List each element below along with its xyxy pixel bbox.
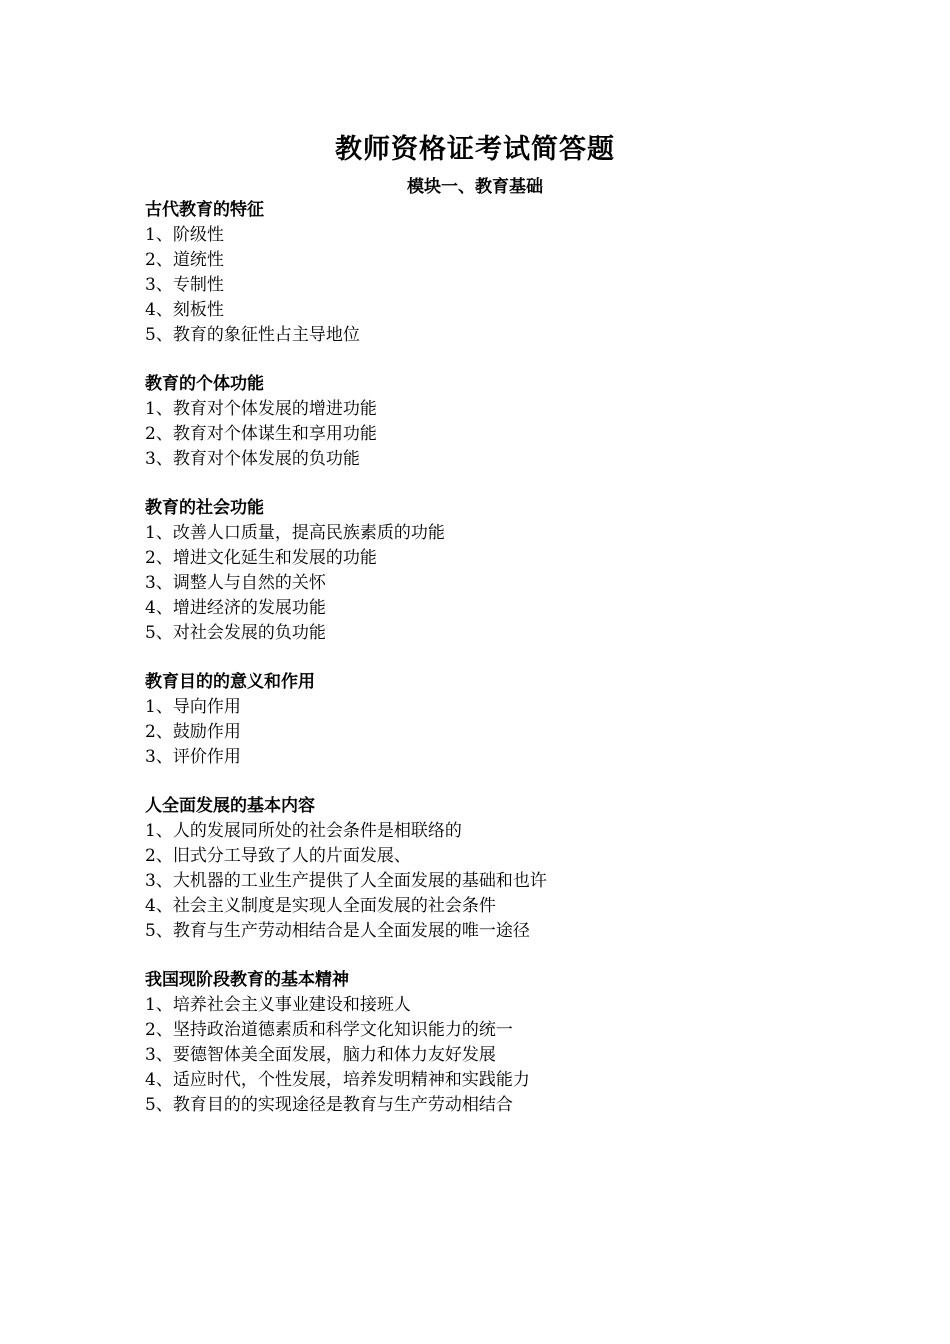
list-item: 3、教育对个体发展的负功能 bbox=[145, 449, 360, 469]
list-item: 5、教育的象征性占主导地位 bbox=[145, 325, 360, 345]
list-item: 4、适应时代，个性发展，培养发明精神和实践能力 bbox=[145, 1070, 530, 1090]
list-item: 5、教育与生产劳动相结合是人全面发展的唯一途径 bbox=[145, 921, 530, 941]
section-block bbox=[145, 198, 845, 348]
list-item: 4、社会主义制度是实现人全面发展的社会条件 bbox=[145, 896, 496, 916]
section-spacer bbox=[145, 348, 845, 372]
list-item: 2、道统性 bbox=[145, 250, 224, 270]
list-item: 3、专制性 bbox=[145, 275, 224, 295]
section-heading: 教育的社会功能 bbox=[145, 498, 264, 518]
document-content bbox=[145, 198, 845, 1118]
section-block bbox=[145, 968, 845, 1118]
list-item: 4、刻板性 bbox=[145, 300, 224, 320]
section-block bbox=[145, 372, 845, 472]
section-spacer bbox=[145, 646, 845, 670]
list-item: 1、教育对个体发展的增进功能 bbox=[145, 399, 377, 419]
section-block bbox=[145, 496, 845, 646]
section-heading: 古代教育的特征 bbox=[145, 200, 264, 220]
section-heading: 人全面发展的基本内容 bbox=[145, 796, 315, 816]
list-item: 1、人的发展同所处的社会条件是相联络的 bbox=[145, 821, 462, 841]
module-subtitle: 模块一、教育基础 bbox=[407, 177, 543, 197]
list-item: 2、教育对个体谋生和享用功能 bbox=[145, 424, 377, 444]
list-item: 2、坚持政治道德素质和科学文化知识能力的统一 bbox=[145, 1020, 513, 1040]
section-block bbox=[145, 794, 845, 944]
list-item: 1、导向作用 bbox=[145, 697, 241, 717]
document-title: 教师资格证考试简答题 bbox=[335, 134, 615, 165]
list-item: 4、增进经济的发展功能 bbox=[145, 598, 326, 618]
list-item: 2、鼓励作用 bbox=[145, 722, 241, 742]
section-heading: 教育的个体功能 bbox=[145, 374, 264, 394]
list-item: 5、对社会发展的负功能 bbox=[145, 623, 326, 643]
list-item: 2、旧式分工导致了人的片面发展、 bbox=[145, 846, 411, 866]
section-spacer bbox=[145, 944, 845, 968]
section-spacer bbox=[145, 472, 845, 496]
section-heading: 我国现阶段教育的基本精神 bbox=[145, 970, 349, 990]
list-item: 2、增进文化延生和发展的功能 bbox=[145, 548, 377, 568]
section-spacer bbox=[145, 770, 845, 794]
list-item: 1、阶级性 bbox=[145, 225, 224, 245]
list-item: 1、培养社会主义事业建设和接班人 bbox=[145, 995, 411, 1015]
section-block bbox=[145, 670, 845, 770]
list-item: 3、评价作用 bbox=[145, 747, 241, 767]
list-item: 3、大机器的工业生产提供了人全面发展的基础和也许 bbox=[145, 871, 547, 891]
list-item: 3、调整人与自然的关怀 bbox=[145, 573, 326, 593]
list-item: 5、教育目的的实现途径是教育与生产劳动相结合 bbox=[145, 1095, 513, 1115]
list-item: 3、要德智体美全面发展，脑力和体力友好发展 bbox=[145, 1045, 496, 1065]
section-heading: 教育目的的意义和作用 bbox=[145, 672, 315, 692]
list-item: 1、改善人口质量，提高民族素质的功能 bbox=[145, 523, 445, 543]
